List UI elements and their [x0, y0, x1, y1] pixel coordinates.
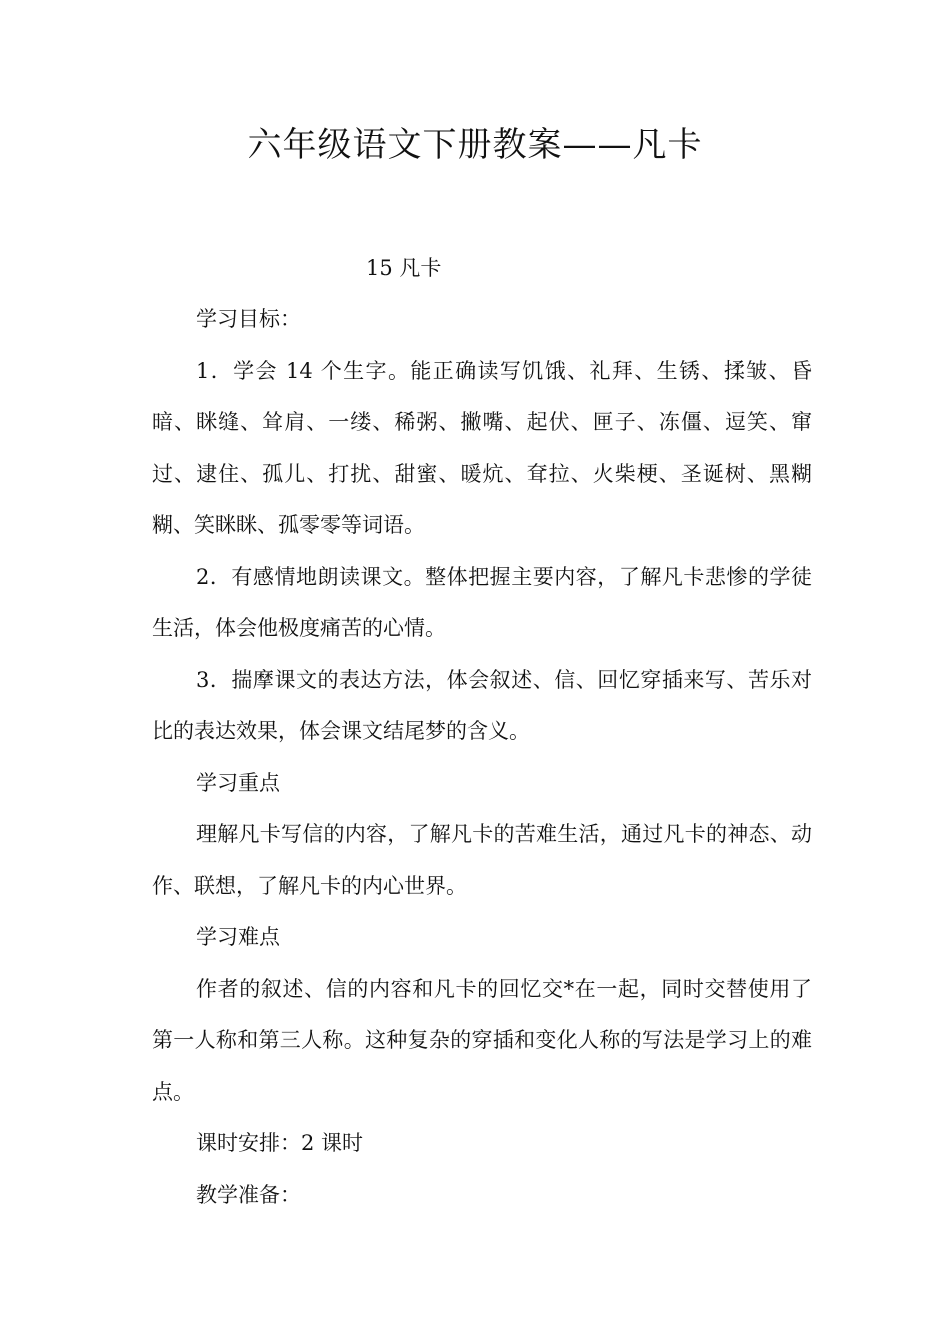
- paragraph-key-points-heading: 学习重点: [196, 770, 280, 795]
- paragraph-learning-goals-heading: 学习目标：: [196, 307, 301, 331]
- paragraph-key-points: 理解凡卡写信的内容，了解凡卡的苦难生活，通过凡卡的神态、动作、联想，了解凡卡的内心世界。: [152, 822, 812, 898]
- paragraph-schedule: 课时安排：2 课时: [196, 1131, 364, 1155]
- paragraph-difficulties-heading: 学习难点: [196, 925, 280, 949]
- paragraph-goal-3: 3．揣摩课文的表达方法，体会叙述、信、回忆穿插来写、苦乐对比的表达效果，体会课文结尾梦的含义。: [152, 667, 812, 743]
- paragraph-goal-2: 2．有感情地朗读课文。整体把握主要内容，了解凡卡悲惨的学徒生活，体会他极度痛苦的心情。: [152, 564, 812, 640]
- document-title: 六年级语文下册教案——凡卡: [247, 125, 703, 165]
- paragraph-difficulties: 作者的叙述、信的内容和凡卡的回忆交*在一起，同时交替使用了第一人称和第三人称。这种复杂的穿插和变化人称的写法是学习上的难点。: [152, 976, 812, 1104]
- document-body: [152, 242, 812, 1221]
- lesson-number: 15 凡卡: [366, 256, 442, 280]
- paragraph-preparation: 教学准备：: [196, 1182, 301, 1207]
- paragraph-goal-1: 1．学会 14 个生字。能正确读写饥饿、礼拜、生锈、揉皱、昏暗、眯缝、耸肩、一缕、稀粥、撇嘴、起伏、匣子、冻僵、逗笑、窜过、逮住、孤儿、打扰、甜蜜、暖炕、耷拉、火柴梗、圣诞树、黑糊糊、笑眯眯、孤零零等词语。: [152, 358, 812, 537]
